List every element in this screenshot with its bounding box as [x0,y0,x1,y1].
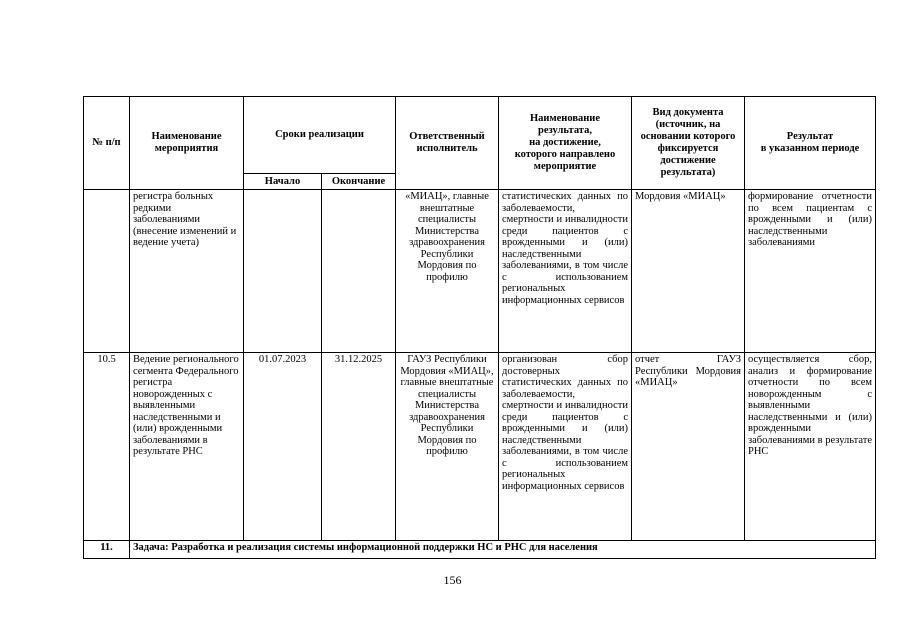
row-end [322,190,396,353]
header-responsible: Ответственный исполнитель [396,97,499,190]
row-result-name: организован сбор достоверных статистических данных по заболеваемости, смертности и инвалидности среди пациентов с врожденными и (или) наследственными заболеваниями, в том числе с использованием региональных информационных сервисов [499,353,632,541]
activities-table [83,96,876,559]
row-responsible: ГАУЗ Республики Мордовия «МИАЦ», главные внештатные специалисты Министерства здравоохранения Республики Мордовия по профилю [396,353,499,541]
page-number: 156 [443,573,462,587]
row-start [244,190,322,353]
row-end: 31.12.2025 [322,353,396,541]
row-doc-type: Мордовия «МИАЦ» [632,190,745,353]
row-doc-type: отчет ГАУЗ Республики Мордовия «МИАЦ» [632,353,745,541]
header-period-result: Результат в указанном периоде [745,97,876,190]
table-row [84,353,876,541]
header-period: Сроки реализации [244,97,396,174]
row-result-name: статистических данных по заболеваемости, смертности и инвалидности среди пациентов с врожденными и (или) наследственными заболеваниями, в том числе с использованием региональных информационных сервисов [499,190,632,353]
header-result-name: Наименование результата, на достижение, которого направлено мероприятие [499,97,632,190]
header-end: Окончание [322,174,396,190]
row-period-result: осуществляется сбор, анализ и формирование отчетности по всем новорожденным с выявленными наследственными и (или) врожденными заболеваниями в результате РНС [745,353,876,541]
row-start: 01.07.2023 [244,353,322,541]
row-num [84,190,130,353]
row-responsible: «МИАЦ», главные внештатные специалисты Министерства здравоохранения Республики Мордовия по профилю [396,190,499,353]
row-name: регистра больных редкими заболеваниями (внесение изменений и ведение учета) [130,190,244,353]
task-row [84,541,876,559]
header-name: Наименование мероприятия [130,97,244,190]
row-num: 10.5 [84,353,130,541]
header-doc-type: Вид документа (источник, на основании которого фиксируется достижение результата) [632,97,745,190]
header-num: № п/п [84,97,130,190]
row-period-result: формирование отчетности по всем пациентам с врожденными и (или) наследственными заболеваниями [745,190,876,353]
row-name: Ведение регионального сегмента Федерального регистра новорожденных с выявленными наследственными и (или) врожденными заболеваниями в результате РНС [130,353,244,541]
task-num: 11. [84,541,130,559]
table-row [84,190,876,353]
header-start: Начало [244,174,322,190]
task-text: Задача: Разработка и реализация системы информационной поддержки НС и РНС для населения [130,541,876,559]
